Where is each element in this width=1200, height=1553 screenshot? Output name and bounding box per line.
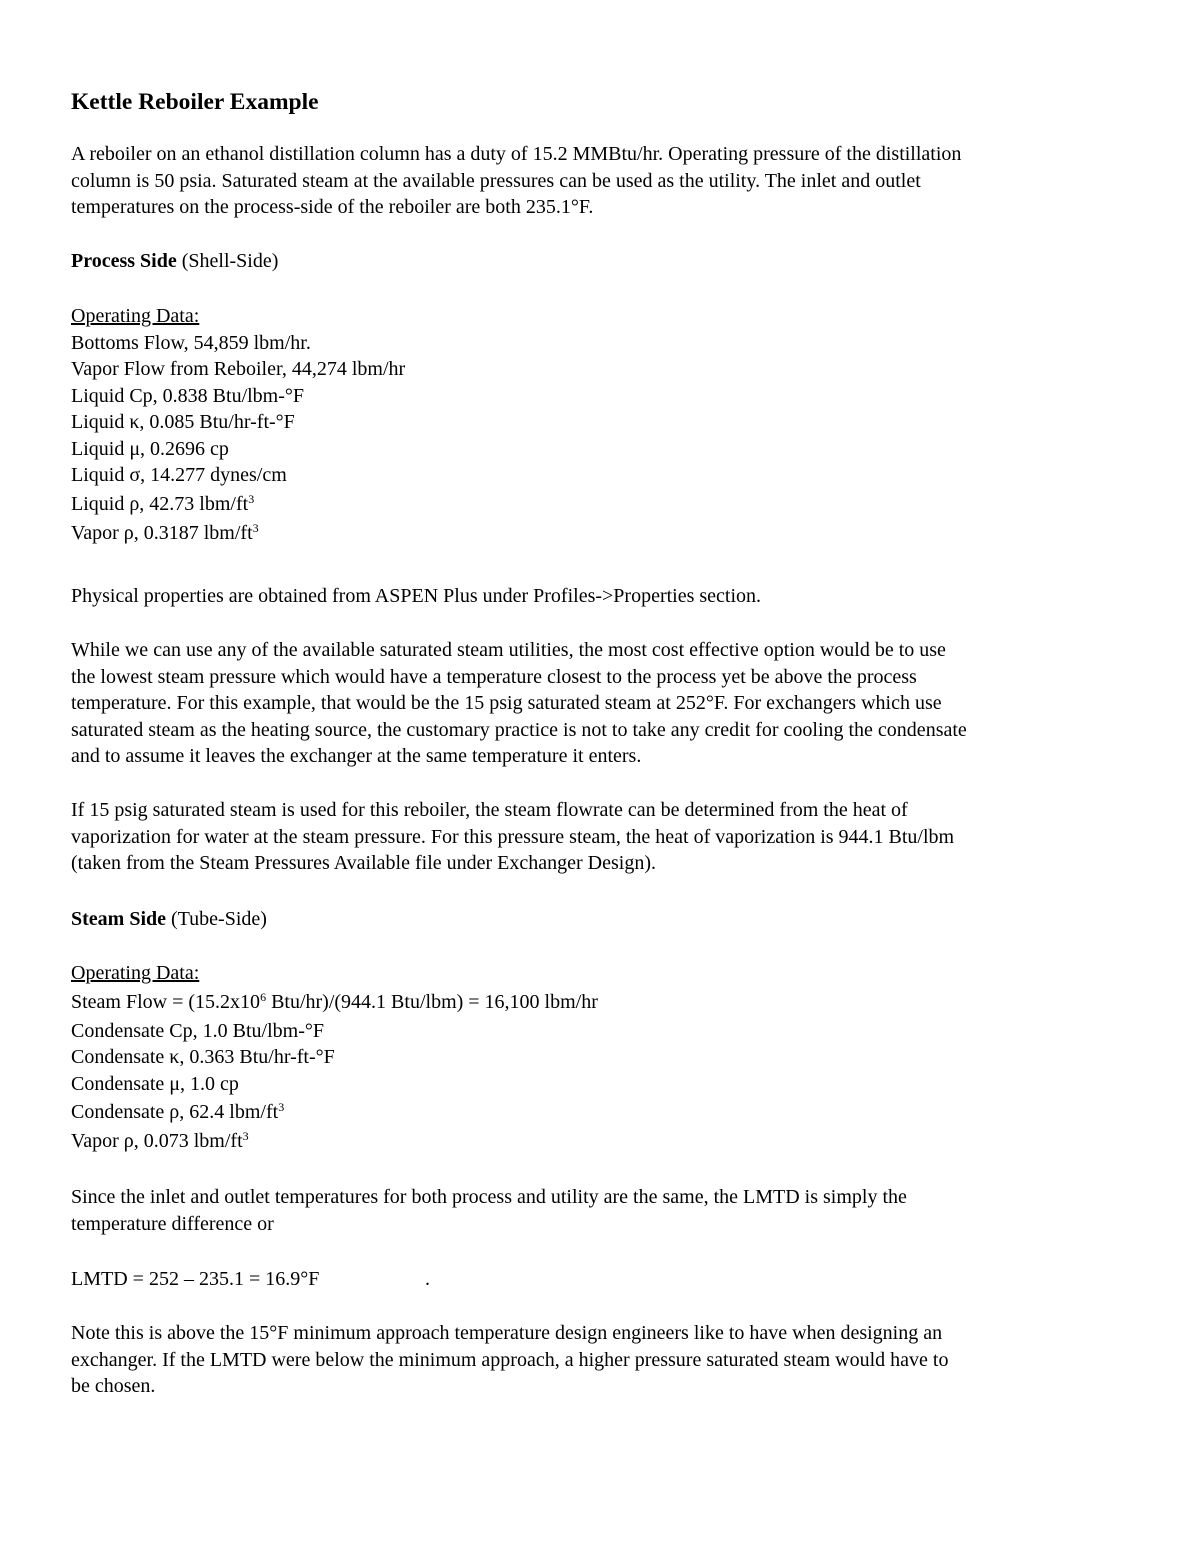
process-data-item: Vapor Flow from Reboiler, 44,274 lbm/hr — [71, 358, 406, 380]
aspen-note: Physical properties are obtained from ASPEN Plus under Profiles->Properties section. — [71, 585, 762, 607]
lmtd-equation — [71, 1266, 1129, 1293]
steam-data-item-condensate-density — [71, 1097, 1129, 1128]
lmtd-line: temperature difference or — [71, 1212, 274, 1235]
steam-flow-line: vaporization for water at the steam pressure. For this pressure steam, the heat of vaporization is 944.1 Btu/lbm — [71, 825, 955, 848]
intro-line: column is 50 psia. Saturated steam at the available pressures can be used as the utility. The inlet and outlet — [71, 169, 921, 192]
operating-data-label: Operating Data: — [71, 305, 200, 327]
document-title: Kettle Reboiler Example — [71, 89, 319, 115]
process-data-item-vapor-density — [71, 520, 1129, 546]
stray-period: . — [425, 1268, 430, 1290]
condensate-density-text: Condensate ρ, 62.4 lbm/ft — [71, 1101, 279, 1123]
steam-side-heading-suffix: (Tube-Side) — [166, 908, 267, 930]
power-exponent: 6 — [260, 989, 267, 1004]
steam-choice-line: saturated steam as the heating source, the customary practice is not to take any credit for cooling the condensate — [71, 718, 967, 741]
vapor-density-text: Vapor ρ, 0.3187 lbm/ft — [71, 521, 253, 544]
steam-data-item: Condensate μ, 1.0 cp — [71, 1072, 239, 1095]
process-data-item-liquid-density — [71, 489, 1129, 520]
note-line: be chosen. — [71, 1375, 156, 1397]
steam-data-item-vapor-density — [71, 1128, 1129, 1154]
note-line: exchanger. If the LMTD were below the minimum approach, a higher pressure saturated steam would have to — [71, 1348, 949, 1371]
cube-exponent: 3 — [278, 1100, 285, 1114]
steam-flow-equation — [71, 987, 1129, 1018]
steam-choice-line: temperature. For this example, that would be the 15 psig saturated steam at 252°F. For exchangers which use — [71, 692, 942, 714]
cube-exponent: 3 — [252, 520, 259, 535]
process-data-item: Bottoms Flow, 54,859 lbm/hr. — [71, 331, 311, 354]
process-operating-data — [71, 303, 1129, 546]
lmtd-line: Since the inlet and outlet temperatures for both process and utility are the same, the LMTD is simply the — [71, 1186, 907, 1208]
intro-paragraph — [71, 141, 1129, 221]
process-side-heading-bold: Process Side — [71, 250, 177, 272]
steam-flow-line: (taken from the Steam Pressures Available file under Exchanger Design). — [71, 852, 656, 874]
vapor-density-text: Vapor ρ, 0.073 lbm/ft — [71, 1130, 243, 1152]
intro-line: A reboiler on an ethanol distillation column has a duty of 15.2 MMBtu/hr. Operating pressure of the distillation — [71, 143, 962, 165]
lmtd-paragraph — [71, 1184, 1129, 1237]
note-paragraph — [71, 1320, 1129, 1400]
steam-choice-line: the lowest steam pressure which would have a temperature closest to the process yet be above the process — [71, 665, 917, 688]
cube-exponent: 3 — [242, 1129, 249, 1143]
steam-choice-line: and to assume it leaves the exchanger at the same temperature it enters. — [71, 745, 642, 767]
intro-line: temperatures on the process-side of the reboiler are both 235.1°F. — [71, 196, 594, 218]
cube-exponent: 3 — [248, 491, 255, 506]
note-line: Note this is above the 15°F minimum approach temperature design engineers like to have when designing an — [71, 1322, 943, 1344]
lmtd-equation-text: LMTD = 252 – 235.1 = 16.9°F — [71, 1268, 320, 1290]
process-data-item: Liquid Cp, 0.838 Btu/lbm-°F — [71, 384, 305, 407]
steam-side-heading — [71, 906, 1129, 933]
steam-data-item: Condensate κ, 0.363 Btu/hr-ft-°F — [71, 1046, 335, 1068]
process-data-item: Liquid κ, 0.085 Btu/hr-ft-°F — [71, 411, 295, 433]
steam-choice-paragraph — [71, 637, 1129, 770]
process-side-heading — [71, 248, 1129, 275]
steam-side-heading-bold: Steam Side — [71, 908, 166, 930]
steam-flow-line: If 15 psig saturated steam is used for this reboiler, the steam flowrate can be determined from the heat of — [71, 799, 908, 821]
steam-flow-text: Steam Flow = (15.2x10 — [71, 990, 261, 1013]
operating-data-label: Operating Data: — [71, 962, 200, 984]
steam-flow-paragraph — [71, 797, 1129, 877]
process-data-item: Liquid σ, 14.277 dynes/cm — [71, 464, 287, 486]
steam-flow-text: Btu/hr)/(944.1 Btu/lbm) = 16,100 lbm/hr — [266, 990, 598, 1013]
steam-operating-data — [71, 960, 1129, 1154]
process-side-heading-suffix: (Shell-Side) — [176, 250, 279, 272]
process-data-item: Liquid μ, 0.2696 cp — [71, 437, 229, 460]
steam-data-item: Condensate Cp, 1.0 Btu/lbm-°F — [71, 1019, 324, 1042]
liquid-density-text: Liquid ρ, 42.73 lbm/ft — [71, 492, 249, 515]
steam-choice-line: While we can use any of the available saturated steam utilities, the most cost effective option would be to use — [71, 639, 946, 661]
